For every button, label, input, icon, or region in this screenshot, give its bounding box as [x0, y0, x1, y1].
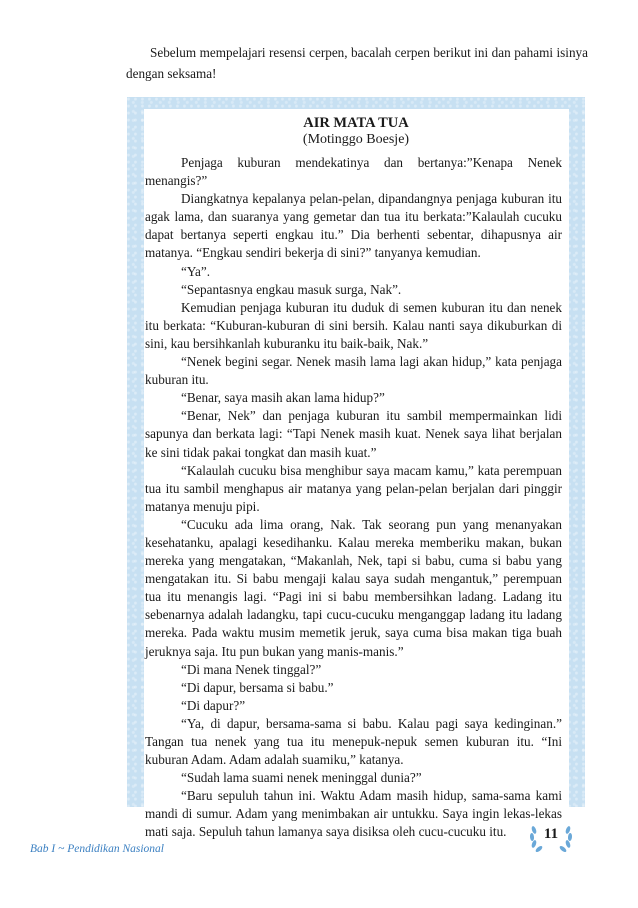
story-paragraph: “Sepantasnya engkau masuk surga, Nak”.: [181, 281, 402, 297]
intro-sentence: Sebelum mempelajari resensi cerpen, bacalah cerpen berikut ini dan pahami isinya dengan seksama!: [126, 45, 588, 81]
story-paragraph: “Cucuku ada lima orang, Nak. Tak seorang pun yang menanyakan kesehatanku, apalagi kesedihanku. Kalau mereka memberiku makan, bukan mereka yang mengatakan, “Makanlah, Nek, tapi si babu, cuma si babu yang mengatakan itu. Si babu mengaji kalau saya sudah mengantuk,” perempuan tua itu menangis lagi. “Pagi ini si babu membersihkan ladang. Ladang itu sebenarnya adalah ladangku, tapi cucu-cucuku menganggap ladang itu ladang mereka. Pada waktu musim memetik jeruk, saya cuma bisa makan tiga buah jeruknya saja. Itu pun bukan yang manis-manis.”: [145, 516, 562, 659]
story-title: AIR MATA TUA: [303, 115, 409, 131]
story-paragraph: Penjaga kuburan mendekatinya dan bertanya:”Kenapa Nenek menangis?”: [145, 155, 562, 189]
chapter-label: Bab I ~ Pendidikan Nasional: [30, 843, 164, 855]
page-number-badge: [528, 820, 574, 854]
story-paragraph: “Ya”.: [181, 263, 211, 279]
page-number: 11: [543, 826, 559, 842]
story-paragraph: “Di dapur?”: [181, 697, 246, 713]
story-paragraph: “Benar, Nek” dan penjaga kuburan itu sambil mempermainkan lidi sapunya dan berkata lagi: “Tapi Nenek masih kuat. Nenek saya lihat berjalan ke sini tidak pakai tongkat dan masih kuat.”: [145, 408, 562, 460]
story-paragraph: “Di mana Nenek tinggal?”: [181, 661, 322, 677]
story-paragraph: “Baru sepuluh tahun ini. Waktu Adam masih hidup, sama-sama kami mandi di sumur. Adam yang menimbakan air untukku. Saya ingin lekas-lekas mati saja. Sepuluh tahun lamanya saya disiksa oleh cucu-cucuku itu.: [145, 788, 562, 840]
story-paragraph: “Ya, di dapur, bersama-sama si babu. Kalau pagi saya kedinginan.” Tangan tua nenek yang tua itu menepuk-nepuk semen kuburan itu. “Ini kuburan Adam. Adam adalah suamiku,” katanya.: [145, 715, 562, 768]
story-body: [145, 154, 562, 842]
story-paragraph: “Nenek begini segar. Nenek masih lama lagi akan hidup,” kata penjaga kuburan itu.: [145, 354, 562, 388]
story-author: (Motinggo Boesje): [302, 132, 410, 147]
intro-text: [126, 42, 588, 84]
story-paragraph: Diangkatnya kepalanya pelan-pelan, dipandangnya penjaga kuburan itu agak lama, dan suaranya yang gemetar dan tua itu berkata:”Kalaulah cucuku dapat bertanya seperti engkau itu.” Dia berhenti sebentar, dihapusnya air matanya. “Engkau sendiri bekerja di sini?” tanyanya kemudian.: [145, 191, 562, 261]
story-paragraph: Kemudian penjaga kuburan itu duduk di semen kuburan itu dan nenek itu berkata: “Kuburan-kuburan di sini bersih. Kalau nanti saya dikuburkan di sini, kau bersihkanlah kuburanku itu baik-baik, Nak.”: [145, 299, 562, 351]
story-paragraph: “Sudah lama suami nenek meninggal dunia?”: [181, 770, 422, 786]
story-paragraph: “Kalaulah cucuku bisa menghibur saya macam kamu,” kata perempuan tua itu sambil menghapus air matanya yang pelan-pelan berjalan dari pinggir matanya menuju pipi.: [145, 462, 562, 514]
story-paragraph: “Di dapur, bersama si babu.”: [181, 679, 334, 695]
story-paragraph: “Benar, saya masih akan lama hidup?”: [181, 390, 385, 406]
